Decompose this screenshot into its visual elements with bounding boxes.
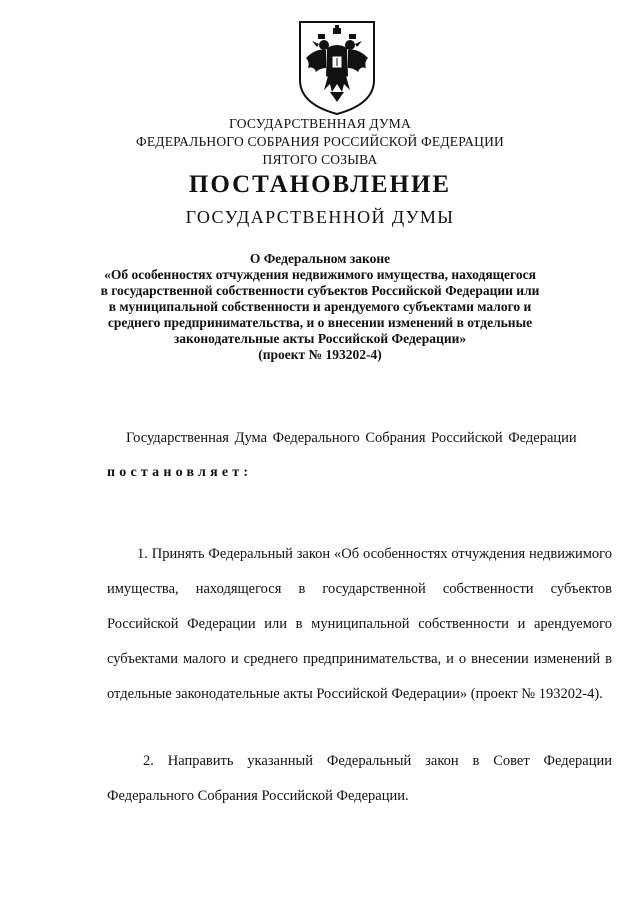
subject-line: «Об особенностях отчуждения недвижимого имущества, находящегося [104,267,536,282]
subject-heading [0,251,640,363]
subject-line: законодательные акты Российской Федерации» [173,331,467,346]
subject-line: в государственной собственности субъектов Российской Федерации или [100,283,540,298]
paragraph-1-text: 1. Принять Федеральный закон «Об особенностях отчуждения недвижимого имущества, находящегося в государственной собственности субъектов Российской Федерации или в муниципальной собственности и арендуемого субъектами малого и среднего предпринимательства, и о внесении изменений в отдельные законодательные акты Российской Федерации» (проект № 193202-4). [107,546,612,702]
document-title: ПОСТАНОВЛЕНИЕ [188,171,452,198]
issuing-authority-header [0,115,640,169]
preamble-text: Государственная Дума Федерального Собрания Российской Федерации [126,430,577,446]
coat-of-arms-emblem [296,18,378,116]
paragraph-2-text: 2. Направить указанный Федеральный закон в Совет Федерации Федерального Собрания Российской Федерации. [107,753,612,804]
header-line: ФЕДЕРАЛЬНОГО СОБРАНИЯ РОССИЙСКОЙ ФЕДЕРАЦИИ [136,134,504,149]
draft-number: (проект № 193202-4) [258,347,382,362]
document-subtitle: ГОСУДАРСТВЕННОЙ ДУМЫ [185,207,455,227]
double-headed-eagle-icon [296,18,378,116]
subject-line: среднего предпринимательства, и о внесении изменений в отдельные [107,315,533,330]
subject-line: О Федеральном законе [249,251,391,266]
decree-word: постановляет: [107,465,253,480]
paragraph-1 [107,537,612,712]
subject-line: в муниципальной собственности и арендуемого субъектами малого и [108,299,532,314]
header-line: ГОСУДАРСТВЕННАЯ ДУМА [229,116,411,131]
paragraph-2 [107,744,612,814]
header-line: ПЯТОГО СОЗЫВА [262,152,378,167]
